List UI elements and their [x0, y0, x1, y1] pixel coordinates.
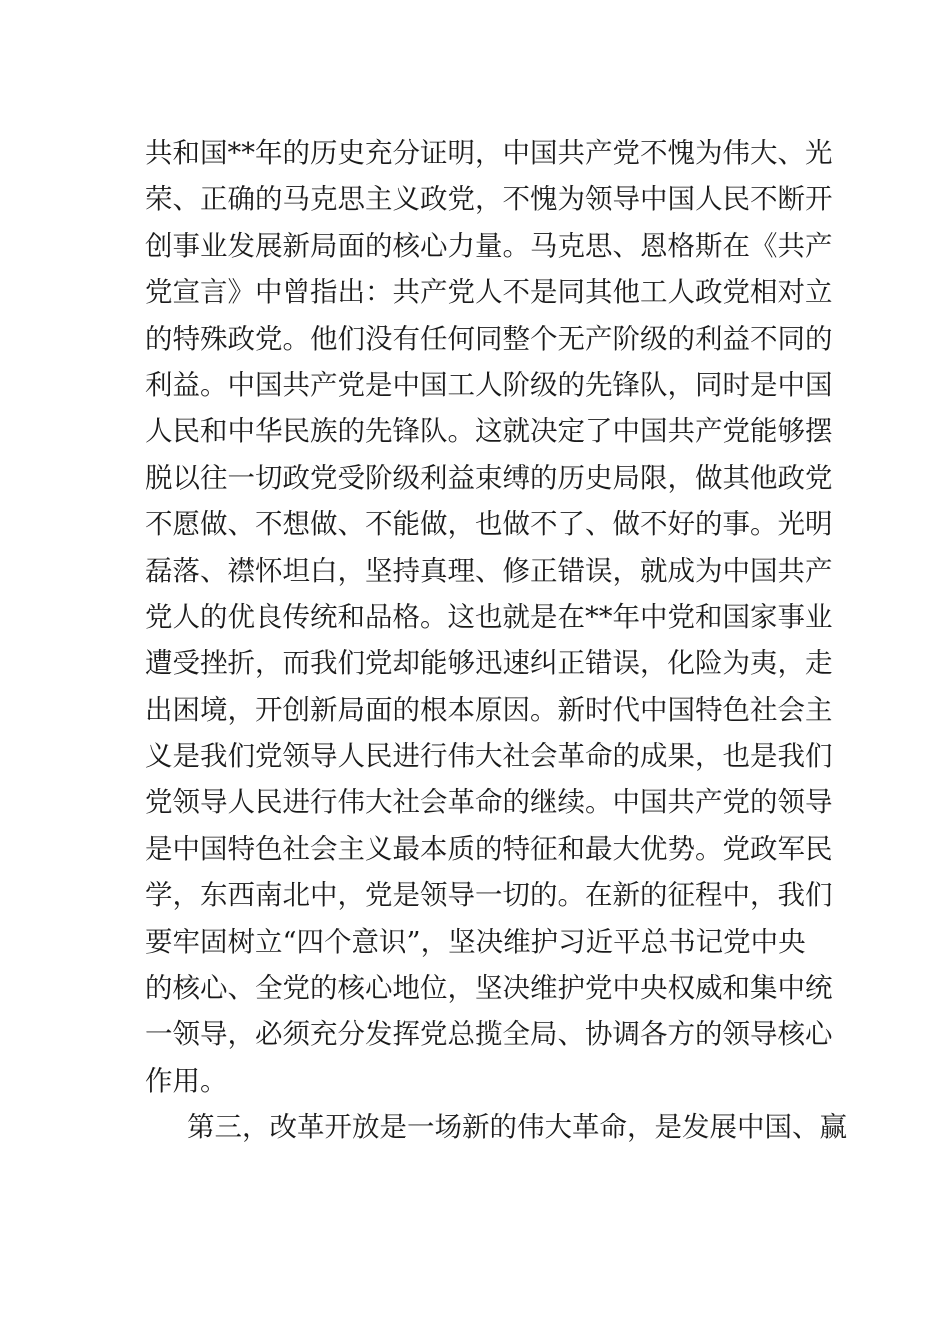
text-line: 出困境，开创新局面的根本原因。新时代中国特色社会主 — [145, 693, 833, 726]
text-line: 人民和中华民族的先锋队。这就决定了中国共产党能够摆 — [145, 415, 833, 448]
text-line: 党人的优良传统和品格。这也就是在**年中党和国家事业 — [145, 600, 833, 633]
text-line: 党领导人民进行伟大社会革命的继续。中国共产党的领导 — [145, 786, 833, 819]
text-line: 不愿做、不想做、不能做，也做不了、做不好的事。光明 — [145, 508, 833, 541]
text-line: 学，东西南北中，党是领导一切的。在新的征程中，我们 — [145, 879, 833, 912]
text-line: 的特殊政党。他们没有任何同整个无产阶级的利益不同的 — [145, 322, 833, 355]
text-line: 遭受挫折，而我们党却能够迅速纠正错误，化险为夷，走 — [145, 647, 833, 680]
text-line: 共和国**年的历史充分证明，中国共产党不愧为伟大、光 — [145, 137, 833, 169]
text-line: 是中国特色社会主义最本质的特征和最大优势。党政军民 — [145, 832, 833, 865]
text-line: 脱以往一切政党受阶级利益束缚的历史局限，做其他政党 — [145, 461, 833, 494]
text-line: 利益。中国共产党是中国工人阶级的先锋队，同时是中国 — [145, 368, 833, 401]
text-line: 荣、正确的马克思主义政党，不愧为领导中国人民不断开 — [145, 183, 833, 216]
text-line: 的核心、全党的核心地位，坚决维护党中央权威和集中统 — [145, 972, 833, 1005]
text-line: 党宣言》中曾指出：共产党人不是同其他工人政党相对立 — [145, 276, 833, 309]
text-line: 作用。 — [145, 1064, 228, 1097]
text-line: 要牢固树立“四个意识”，坚决维护习近平总书记党中央 — [145, 925, 806, 958]
text-line: 创事业发展新局面的核心力量。马克思、恩格斯在《共产 — [145, 229, 833, 262]
body-text — [145, 130, 847, 1151]
text-line: 一领导，必须充分发挥党总揽全局、协调各方的领导核心 — [145, 1018, 833, 1051]
text-line: 义是我们党领导人民进行伟大社会革命的成果，也是我们 — [145, 740, 833, 773]
paragraph-start-line: 第三，改革开放是一场新的伟大革命，是发展中国、赢 — [187, 1111, 847, 1144]
text-line: 磊落、襟怀坦白，坚持真理、修正错误，就成为中国共产 — [145, 554, 833, 587]
